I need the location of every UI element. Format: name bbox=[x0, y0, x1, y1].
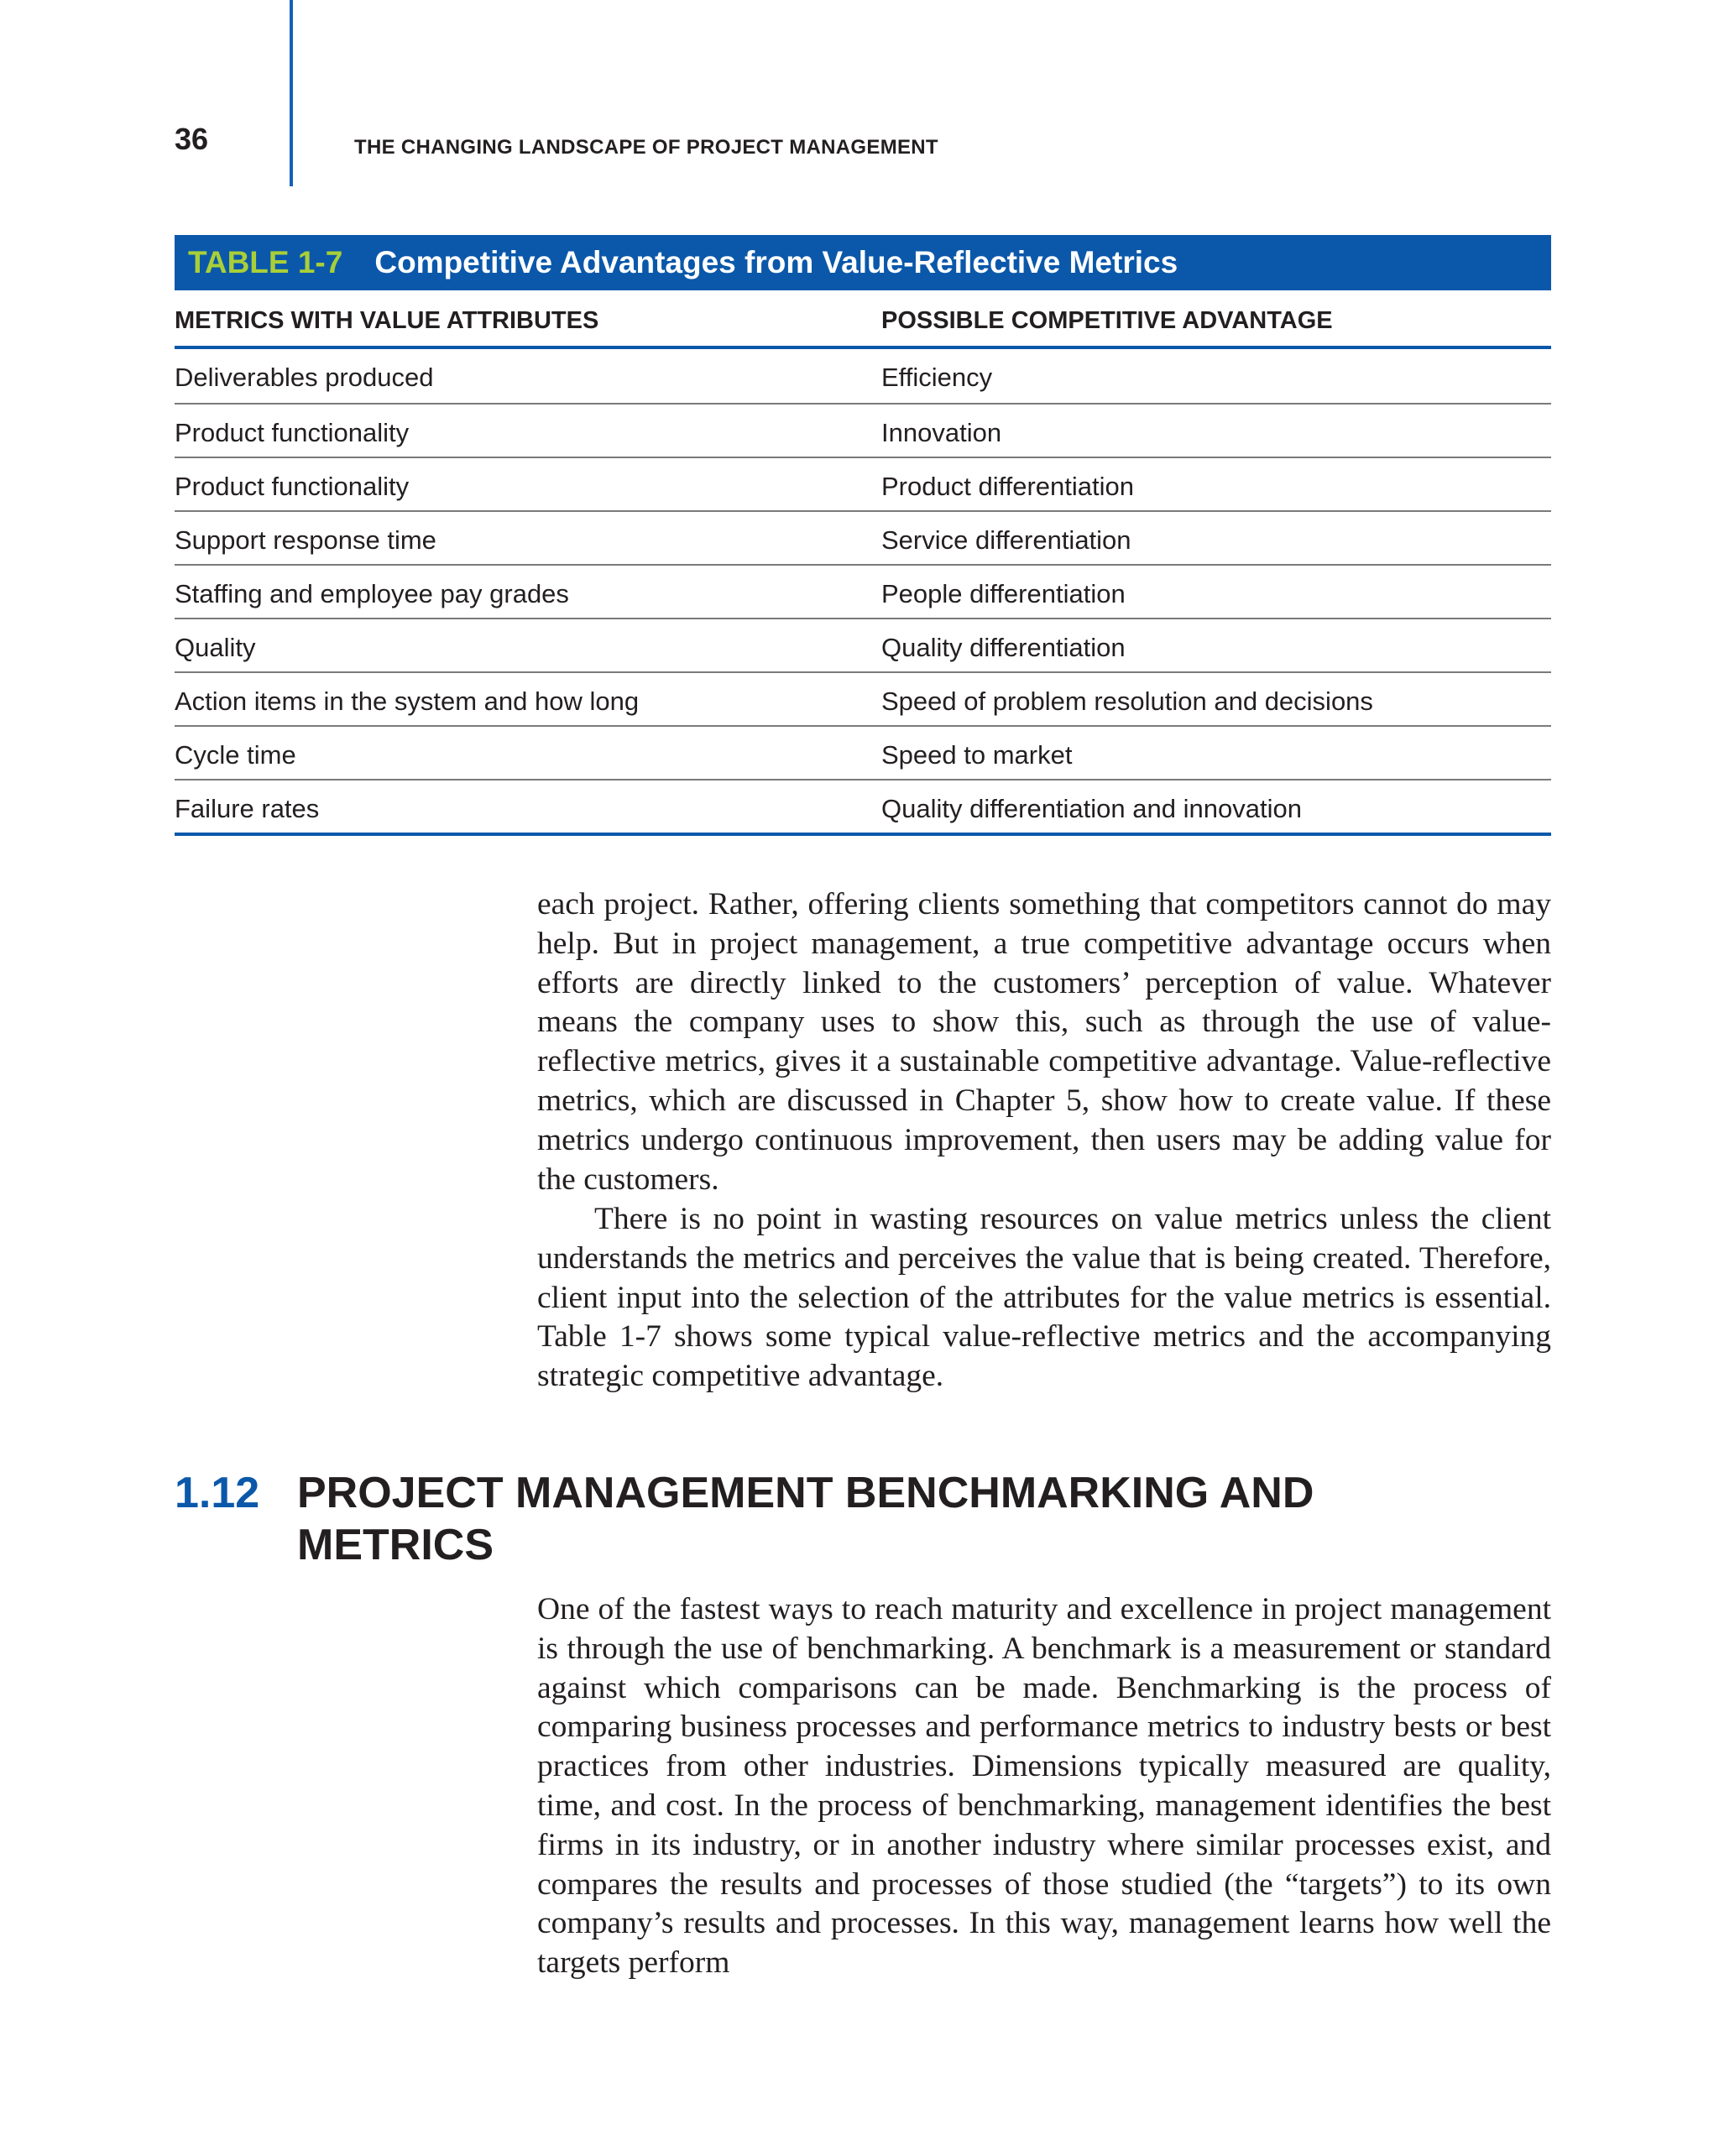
section-number: 1.12 bbox=[175, 1469, 260, 1517]
table-row bbox=[175, 779, 1551, 833]
section-heading: PROJECT MANAGEMENT BENCHMARKING AND METRICS bbox=[297, 1469, 1314, 1569]
column-header-metrics: METRICS WITH VALUE ATTRIBUTES bbox=[175, 307, 599, 334]
table-row bbox=[175, 671, 1551, 725]
table-row bbox=[175, 564, 1551, 618]
table-cell-metric: Deliverables produced bbox=[175, 363, 434, 392]
table-cell-metric: Action items in the system and how long bbox=[175, 686, 640, 716]
table-cell-advantage: Speed to market bbox=[881, 740, 1073, 770]
table-cell-advantage: Service differentiation bbox=[881, 525, 1131, 555]
table-row bbox=[175, 403, 1551, 457]
table-cell-metric: Failure rates bbox=[175, 794, 320, 823]
table-cell-metric: Staffing and employee pay grades bbox=[175, 579, 569, 608]
table-cell-metric: Support response time bbox=[175, 525, 436, 555]
table-row bbox=[175, 725, 1551, 779]
header-vertical-rule bbox=[290, 0, 293, 186]
table-row bbox=[175, 457, 1551, 510]
body-paragraph-2: There is no point in wasting resources on value metrics unless the client understands the metrics and perceives the value that is being created. Therefore, client input into the selection of the attributes for the value metrics is essential. Table 1-7 shows some typical value-reflective metrics and the accompanying strategic competitive advantage. bbox=[537, 1202, 1551, 1394]
table-cell-advantage: Product differentiation bbox=[881, 472, 1135, 501]
table-header-row bbox=[175, 290, 1551, 349]
table-caption: Competitive Advantages from Value-Reflective Metrics bbox=[374, 245, 1178, 279]
table-cell-advantage: Quality differentiation bbox=[881, 633, 1126, 662]
table-cell-advantage: Speed of problem resolution and decisions bbox=[881, 686, 1373, 716]
page-number: 36 bbox=[175, 122, 209, 156]
table-cell-metric: Product functionality bbox=[175, 472, 410, 501]
table-cell-advantage: Efficiency bbox=[881, 363, 993, 392]
table-title-bar bbox=[175, 235, 1551, 290]
column-header-advantage: POSSIBLE COMPETITIVE ADVANTAGE bbox=[881, 307, 1333, 334]
table-cell-metric: Quality bbox=[175, 633, 256, 662]
running-head: THE CHANGING LANDSCAPE OF PROJECT MANAGEMENT bbox=[354, 136, 938, 159]
table-cell-metric: Cycle time bbox=[175, 740, 296, 770]
table-cell-advantage: Innovation bbox=[881, 418, 1002, 447]
table-row bbox=[175, 349, 1551, 403]
section-paragraph-1: One of the fastest ways to reach maturity and excellence in project management is through the use of benchmarking. A benchmark is a measurement or standard against which comparisons can be made. Benchmarking is the process of comparing business processes and performance metrics to industry bests or best practices from other industries. Dimensions typically measured are quality, time, and cost. In the process of benchmarking, management identifies the best firms in its industry, or in another industry where similar processes exist, and compares the results and processes of those studied (the “targets”) to its own company’s results and processes. In this way, management learns how well the targets perform bbox=[537, 1592, 1551, 1981]
table-cell-advantage: Quality differentiation and innovation bbox=[881, 794, 1302, 823]
table-label: TABLE 1-7 bbox=[188, 245, 343, 279]
table-cell-advantage: People differentiation bbox=[881, 579, 1126, 608]
table-body bbox=[175, 349, 1551, 836]
table-row bbox=[175, 618, 1551, 671]
table-cell-metric: Product functionality bbox=[175, 418, 410, 447]
body-paragraph-1: each project. Rather, offering clients something that competitors cannot do may help. But in project management, a true competitive advantage occurs when efforts are directly linked to the customers’ perception of value. Whatever means the company uses to show this, such as through the use of value-reflective metrics, gives it a sustainable competitive advantage. Value-reflective metrics, which are discussed in Chapter 5, show how to create value. If these metrics undergo continuous improvement, then users may be adding value for the customers. bbox=[537, 887, 1551, 1197]
table-row bbox=[175, 510, 1551, 564]
